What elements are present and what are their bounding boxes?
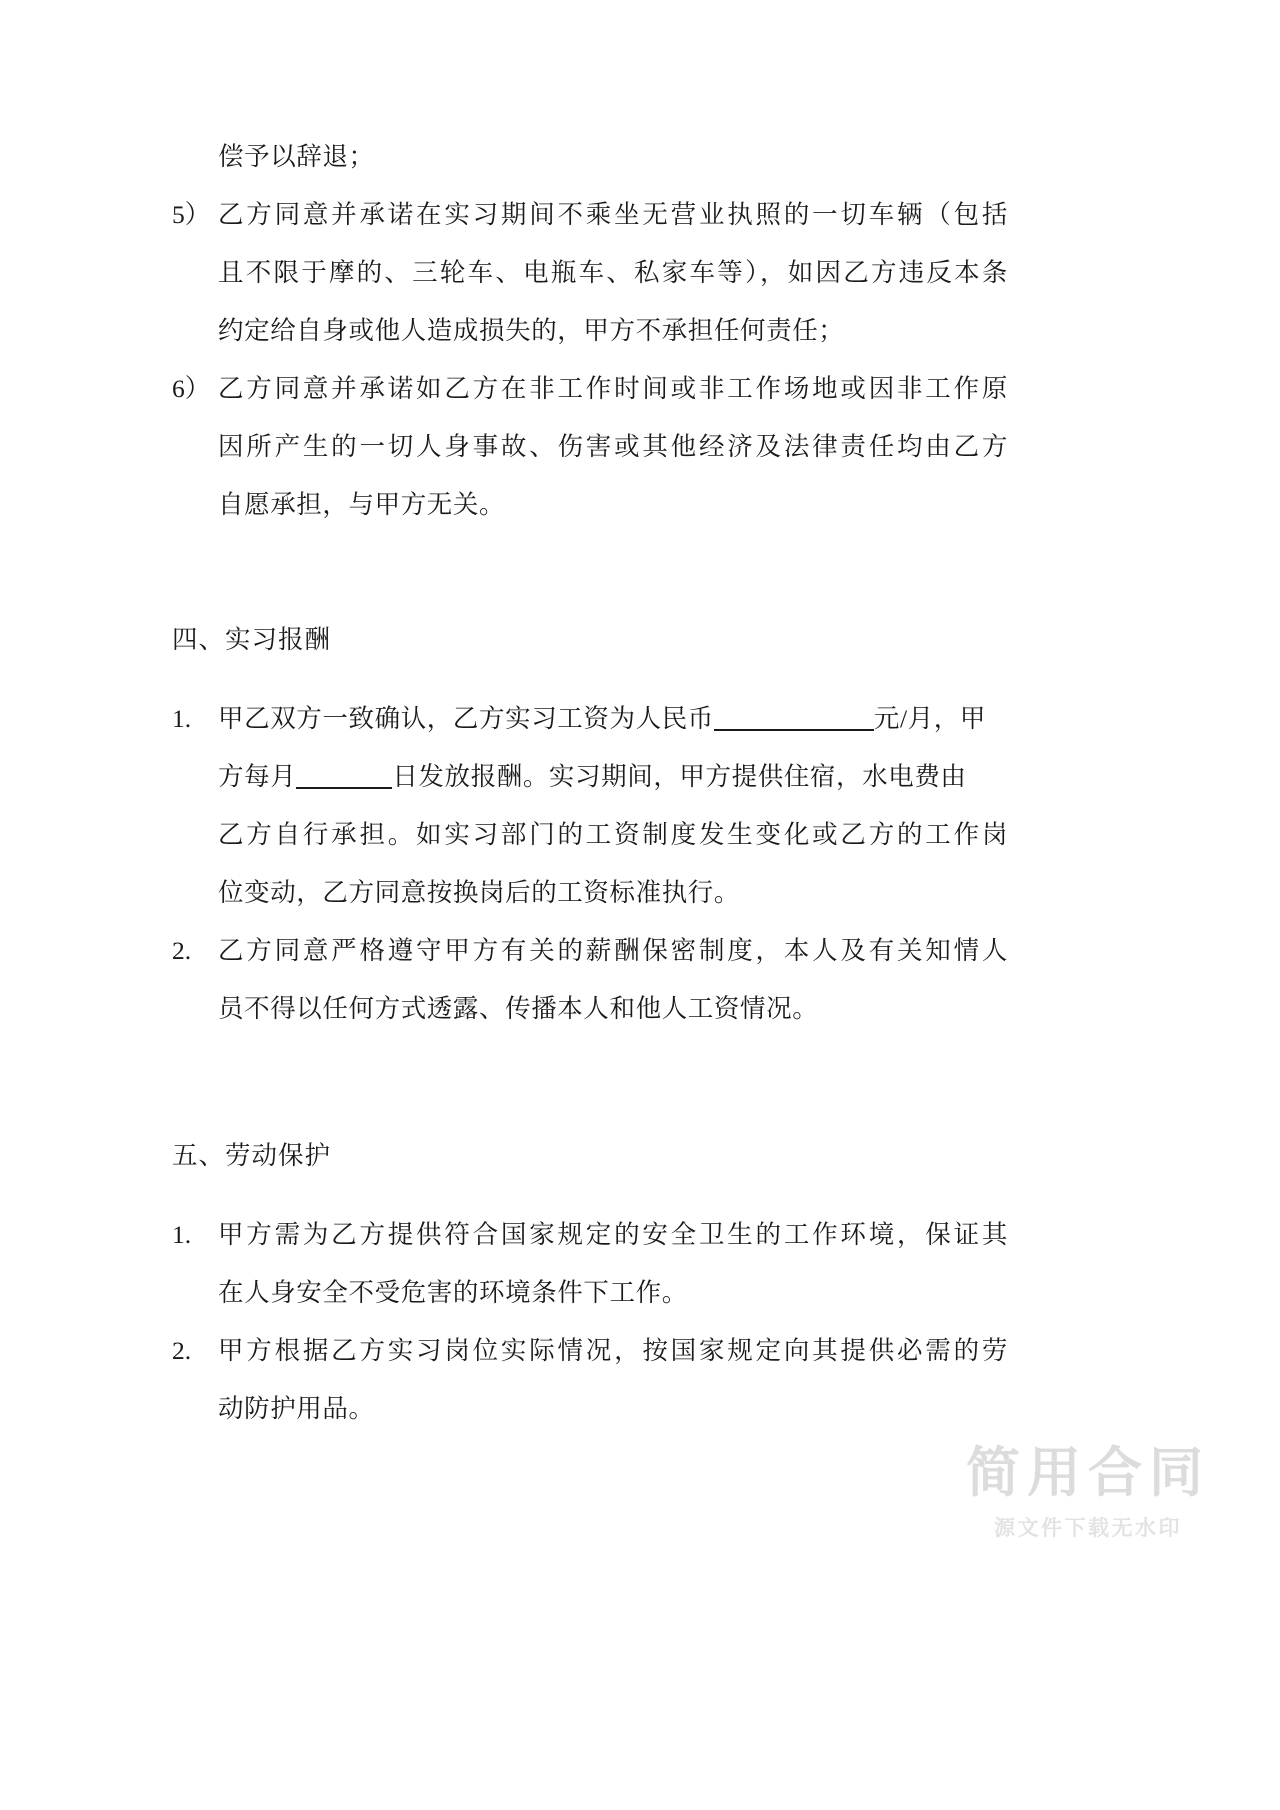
- document-content: [172, 0, 1008, 1810]
- list-marker-prot-2: 2.: [172, 1336, 192, 1365]
- list-item-5-line-2: 且不限于摩的、三轮车、电瓶车、私家车等），如因乙方违反本条: [218, 258, 1008, 287]
- list-item-prot-1-line-1: 甲方需为乙方提供符合国家规定的安全卫生的工作环境，保证其: [218, 1220, 1008, 1249]
- watermark-brand: 简用合同: [966, 1441, 1210, 1505]
- section-heading-4: 四、实习报酬: [172, 625, 332, 654]
- list-item-6: [172, 360, 1008, 418]
- salary-amount-blank[interactable]: [714, 729, 874, 731]
- list-item-5-line-3: 约定给自身或他人造成损失的，甲方不承担任何责任；: [218, 316, 845, 345]
- list-item-pay-2-line-1: 乙方同意严格遵守甲方有关的薪酬保密制度，本人及有关知情人: [218, 936, 1008, 965]
- list-item-prot-1: [172, 1206, 1008, 1264]
- watermark: [944, 1441, 1232, 1542]
- section-heading-5: 五、劳动保护: [172, 1141, 332, 1170]
- pay-1-line2-before-blank: 方每月: [218, 762, 297, 791]
- list-item-5-line-1: 乙方同意并承诺在实习期间不乘坐无营业执照的一切车辆（包括: [218, 200, 1008, 229]
- payday-blank[interactable]: [296, 787, 392, 789]
- list-marker-5: 5）: [172, 200, 211, 229]
- list-item-pay-2-line-2: 员不得以任何方式透露、传播本人和他人工资情况。: [218, 994, 819, 1023]
- list-marker-pay-2: 2.: [172, 936, 192, 965]
- list-item-pay-1: [172, 690, 1008, 748]
- list-item-pay-2: [172, 922, 1008, 980]
- pay-1-text-before-blank: 甲乙双方一致确认，乙方实习工资为人民币: [218, 704, 714, 733]
- list-item-prot-2: [172, 1322, 1008, 1380]
- list-item-5: [172, 186, 1008, 244]
- watermark-subtitle: 源文件下载无水印: [994, 1516, 1182, 1540]
- list-marker-prot-1: 1.: [172, 1220, 192, 1249]
- pay-1-text-after-blank: 元/月，甲: [873, 704, 986, 733]
- list-item-prot-2-line-1: 甲方根据乙方实习岗位实际情况，按国家规定向其提供必需的劳: [218, 1336, 1008, 1365]
- list-item-pay-1-line-2: [172, 748, 1008, 806]
- list-item-6-line-1: 乙方同意并承诺如乙方在非工作时间或非工作场地或因非工作原: [218, 374, 1008, 403]
- list-marker-pay-1: 1.: [172, 704, 192, 733]
- list-item-pay-1-line-4: 位变动，乙方同意按换岗后的工资标准执行。: [218, 878, 741, 907]
- list-item-6-line-3: 自愿承担，与甲方无关。: [218, 490, 506, 519]
- list-item-prot-1-line-2: 在人身安全不受危害的环境条件下工作。: [218, 1278, 688, 1307]
- list-item-6-line-2: 因所产生的一切人身事故、伤害或其他经济及法律责任均由乙方: [218, 432, 1008, 461]
- pay-1-line2-after-blank: 日发放报酬。实习期间，甲方提供住宿，水电费由: [392, 762, 967, 791]
- list-item-pay-1-line-3: 乙方自行承担。如实习部门的工资制度发生变化或乙方的工作岗: [218, 820, 1008, 849]
- list-marker-6: 6）: [172, 374, 211, 403]
- paragraph-continuation-4: [172, 128, 1008, 186]
- list-item-pay-1-line-1: [218, 690, 1008, 748]
- list-item-prot-2-line-2: 动防护用品。: [218, 1394, 375, 1423]
- continuation-text: 偿予以辞退；: [218, 142, 375, 171]
